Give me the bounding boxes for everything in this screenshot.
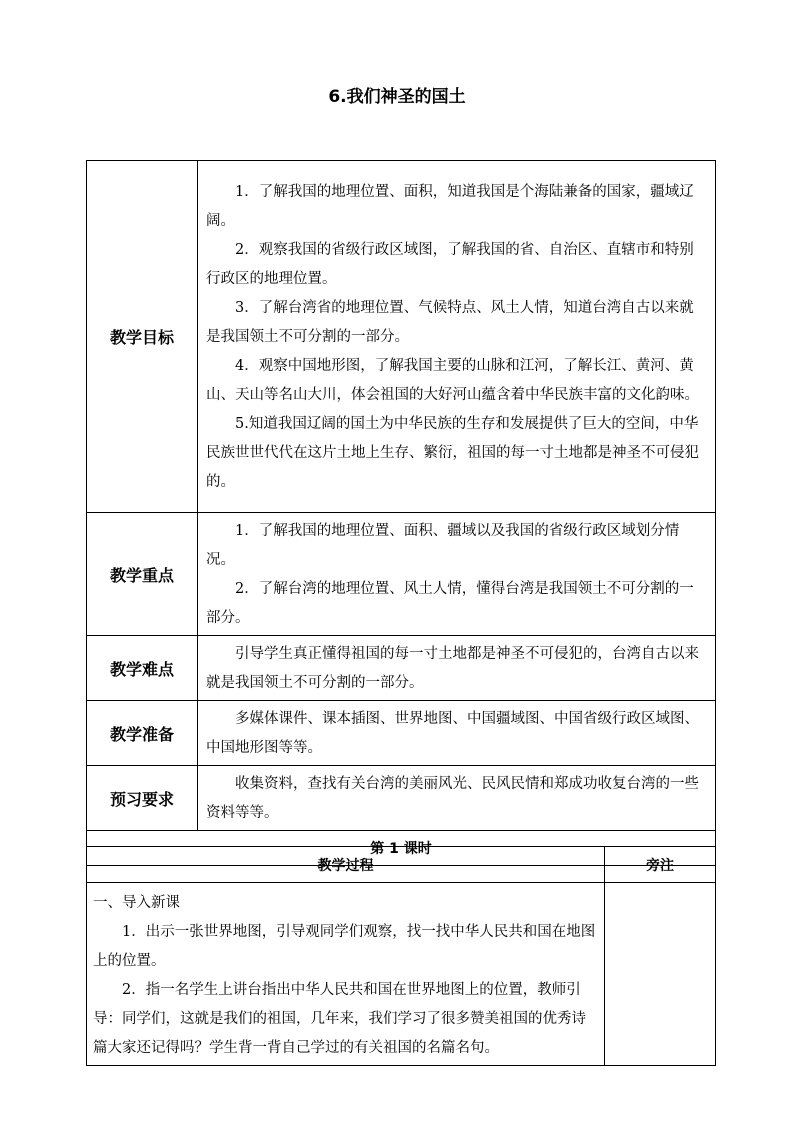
- key-points-row: [87, 513, 716, 636]
- preparation-label: 教学准备: [87, 701, 198, 766]
- notes-cell: [605, 883, 716, 1066]
- preview-text: 收集资料，查找有关台湾的美丽风光、民风民情和郑成功收复台湾的一些资料等等。: [206, 776, 699, 821]
- difficulties-text: 引导学生真正懂得祖国的每一寸土地都是神圣不可侵犯的，台湾自古以来就是我国领土不可分割的一部分。: [206, 646, 699, 691]
- difficulties-row: [87, 636, 716, 701]
- key-points-label: 教学重点: [87, 513, 198, 636]
- page-title: 6.我们神圣的国土: [328, 87, 466, 107]
- process-header-row: [87, 847, 716, 883]
- goal-item: 4．观察中国地形图，了解我国主要的山脉和江河，了解长江、黄河、黄山、天山等名山大川，体会祖国的大好河山蕴含着中华民族丰富的文化韵味。: [206, 358, 699, 403]
- preparation-text: 多媒体课件、课本插图、世界地图、中国疆域图、中国省级行政区域图、中国地形图等等。: [206, 711, 699, 756]
- notes-header: 旁注: [605, 847, 716, 883]
- goals-content: [198, 161, 716, 513]
- preparation-row: [87, 701, 716, 766]
- preparation-content: [198, 701, 716, 766]
- process-body-row: [87, 883, 716, 1066]
- difficulties-label: 教学难点: [87, 636, 198, 701]
- key-point-item: 2．了解台湾的地理位置、风土人情，懂得台湾是我国领土不可分割的一部分。: [206, 581, 694, 626]
- lesson-plan-table: [86, 160, 716, 866]
- process-table: [86, 846, 716, 1066]
- key-points-content: [198, 513, 716, 636]
- preview-content: [198, 766, 716, 831]
- process-step: 2．指一名学生上讲台指出中华人民共和国在世界地图上的位置，教师引导：同学们，这就是我们的祖国，几年来，我们学习了很多赞美祖国的优秀诗篇大家还记得吗？学生背一背自己学过的有关祖国的名篇名句。: [93, 982, 586, 1056]
- lesson-number: 第 1 课时: [87, 831, 716, 866]
- goal-item: 3．了解台湾省的地理位置、气候特点、风土人情，知道台湾自古以来就是我国领土不可分割的一部分。: [206, 300, 694, 345]
- goal-item: 5.知道我国辽阔的国土为中华民族的生存和发展提供了巨大的空间，中华民族世世代代在这片土地上生存、繁衍，祖国的每一寸土地都是神圣不可侵犯的。: [206, 416, 699, 490]
- process-content: [87, 883, 605, 1066]
- goal-item: 2．观察我国的省级行政区域图，了解我国的省、自治区、直辖市和特别行政区的地理位置。: [206, 242, 694, 287]
- goal-item: 1．了解我国的地理位置、面积，知道我国是个海陆兼备的国家，疆域辽阔。: [206, 184, 694, 229]
- process-step: 1．出示一张世界地图，引导观同学们观察，找一找中华人民共和国在地图上的位置。: [93, 924, 596, 969]
- goals-row: [87, 161, 716, 513]
- difficulties-content: [198, 636, 716, 701]
- goals-label: 教学目标: [87, 161, 198, 513]
- key-point-item: 1．了解我国的地理位置、面积、疆域以及我国的省级行政区域划分情况。: [206, 523, 680, 568]
- process-header: 教学过程: [87, 847, 605, 883]
- preview-row: [87, 766, 716, 831]
- preview-label: 预习要求: [87, 766, 198, 831]
- section-title: 一、导入新课: [93, 895, 180, 911]
